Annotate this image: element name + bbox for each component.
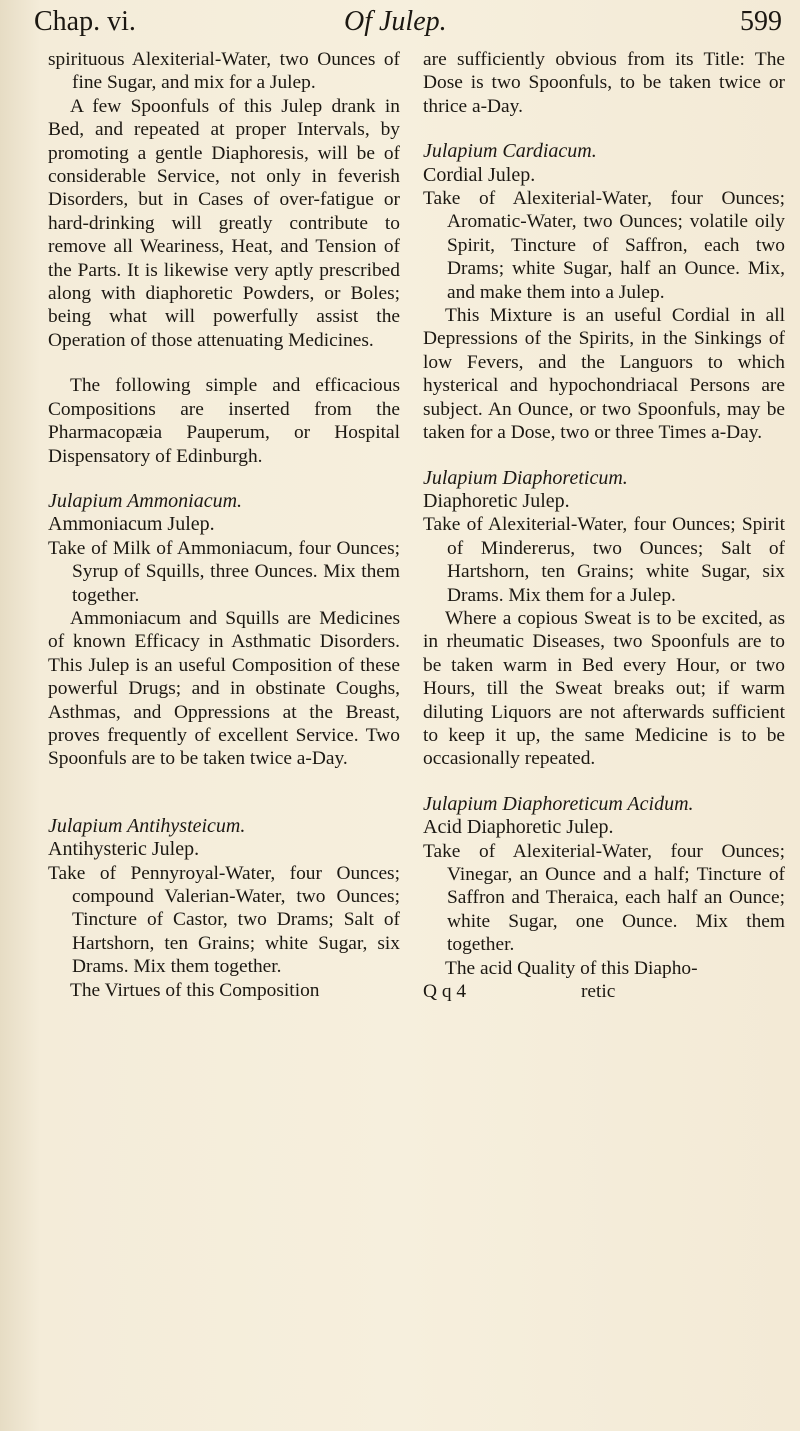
recipe-text: Take of Milk of Ammoniacum, four Ounces; Syrup of Squills, three Ounces. Mix them together. [48, 537, 400, 606]
catchword: retic [580, 981, 616, 1003]
recipe-english-title: Antihysteric Julep. [48, 838, 200, 861]
left-paragraph-2: A few Spoonfuls of this Julep drank in Bed, and repeated at proper Intervals, by promoting a gentle Diaphoresis, will be of considerable Service, not only in feverish Disorders, but in Cases of over-fatigue or hard-drinking will greatly contribute to remove all Weariness, Heat, and Tension of the Parts. It is likewise very aptly prescribed along with diaphoretic Powders, or Boles; being what will powerfully assist the Operation of those attenuating Medicines. [48, 95, 400, 351]
recipe-latin-title: Julapium Antihysteicum. [48, 814, 246, 837]
recipe-note: The Virtues of this Composition [70, 979, 320, 1001]
running-header [34, 6, 782, 46]
recipe-latin-title: Julapium Diaphoreticum. [423, 466, 628, 489]
recipe-text: Take of Alexiterial-Water, four Ounces; Spirit of Mindererus, two Ounces; Salt of Hartshorn, ten Grains; white Sugar, six Drams. Mix them for a Julep. [423, 514, 785, 606]
recipe-text: Take of Alexiterial-Water, four Ounces; Vinegar, an Ounce and a half; Tincture of Saffron and Theraica, each half an Ounce; white Sugar, one Ounce. Mix them together. [423, 840, 785, 956]
recipe-note: Ammoniacum and Squills are Medicines of known Efficacy in Asthmatic Disorders. This Julep is an useful Composition of these powerful Drugs; and in obstinate Coughs, Asthmas, and Oppressions at the Breast, proves frequently of excellent Service. Two Spoonfuls are to be taken twice a-Day. [48, 607, 400, 770]
recipe-english-title: Acid Diaphoretic Julep. [423, 816, 614, 839]
recipe-english-title: Ammoniacum Julep. [48, 513, 215, 536]
recipe-note: Where a copious Sweat is to be excited, as in rheumatic Diseases, two Spoonfuls are to be taken warm in Bed every Hour, or two Hours, till the Sweat breaks out; if warm diluting Liquors are not afterwards sufficient to keep it up, the same Medicine is to be occasionally repeated. [423, 607, 785, 770]
left-paragraph-1: spirituous Alexiterial-Water, two Ounces of fine Sugar, and mix for a Julep. [48, 49, 400, 94]
left-column [48, 48, 400, 1002]
recipe-note: The acid Quality of this Diapho- [445, 957, 698, 979]
recipe-latin-title: Julapium Cardiacum. [423, 140, 597, 163]
page-number: 599 [740, 6, 782, 37]
right-paragraph-1: are sufficiently obvious from its Title: The Dose is two Spoonfuls, to be taken twice or thrice a-Day. [423, 49, 785, 117]
recipe-note: This Mixture is an useful Cordial in all Depressions of the Spirits, in the Sinkings of low Fevers, and the Languors to which hysterical and hypochondriacal Persons are subject. An Ounce, or two Spoonfuls, may be taken for a Dose, two or three Times a-Day. [423, 305, 785, 444]
recipe-latin-title: Julapium Diaphoreticum Acidum. [423, 792, 694, 815]
chapter-label: Chap. vi. [34, 6, 136, 37]
right-column [423, 48, 785, 1003]
page-footer [423, 980, 785, 1003]
left-paragraph-3: The following simple and efficacious Compositions are inserted from the Pharmacopæia Pauperum, or Hospital Dispensatory of Edinburgh. [48, 375, 400, 467]
recipe-latin-title: Julapium Ammoniacum. [48, 489, 243, 512]
signature-mark: Q q 4 [423, 981, 467, 1003]
recipe-text: Take of Pennyroyal-Water, four Ounces; compound Valerian-Water, two Ounces; Tincture of Castor, two Drams; Salt of Hartshorn, ten Grains; white Sugar, six Drams. Mix them together. [48, 862, 400, 978]
recipe-english-title: Cordial Julep. [423, 163, 536, 186]
recipe-english-title: Diaphoretic Julep. [423, 489, 570, 512]
running-title: Of Julep. [344, 6, 447, 37]
recipe-text: Take of Alexiterial-Water, four Ounces; Aromatic-Water, two Ounces; volatile oily Spirit, Tincture of Saffron, each two Drams; white Sugar, half an Ounce. Mix, and make them into a Julep. [423, 188, 785, 303]
